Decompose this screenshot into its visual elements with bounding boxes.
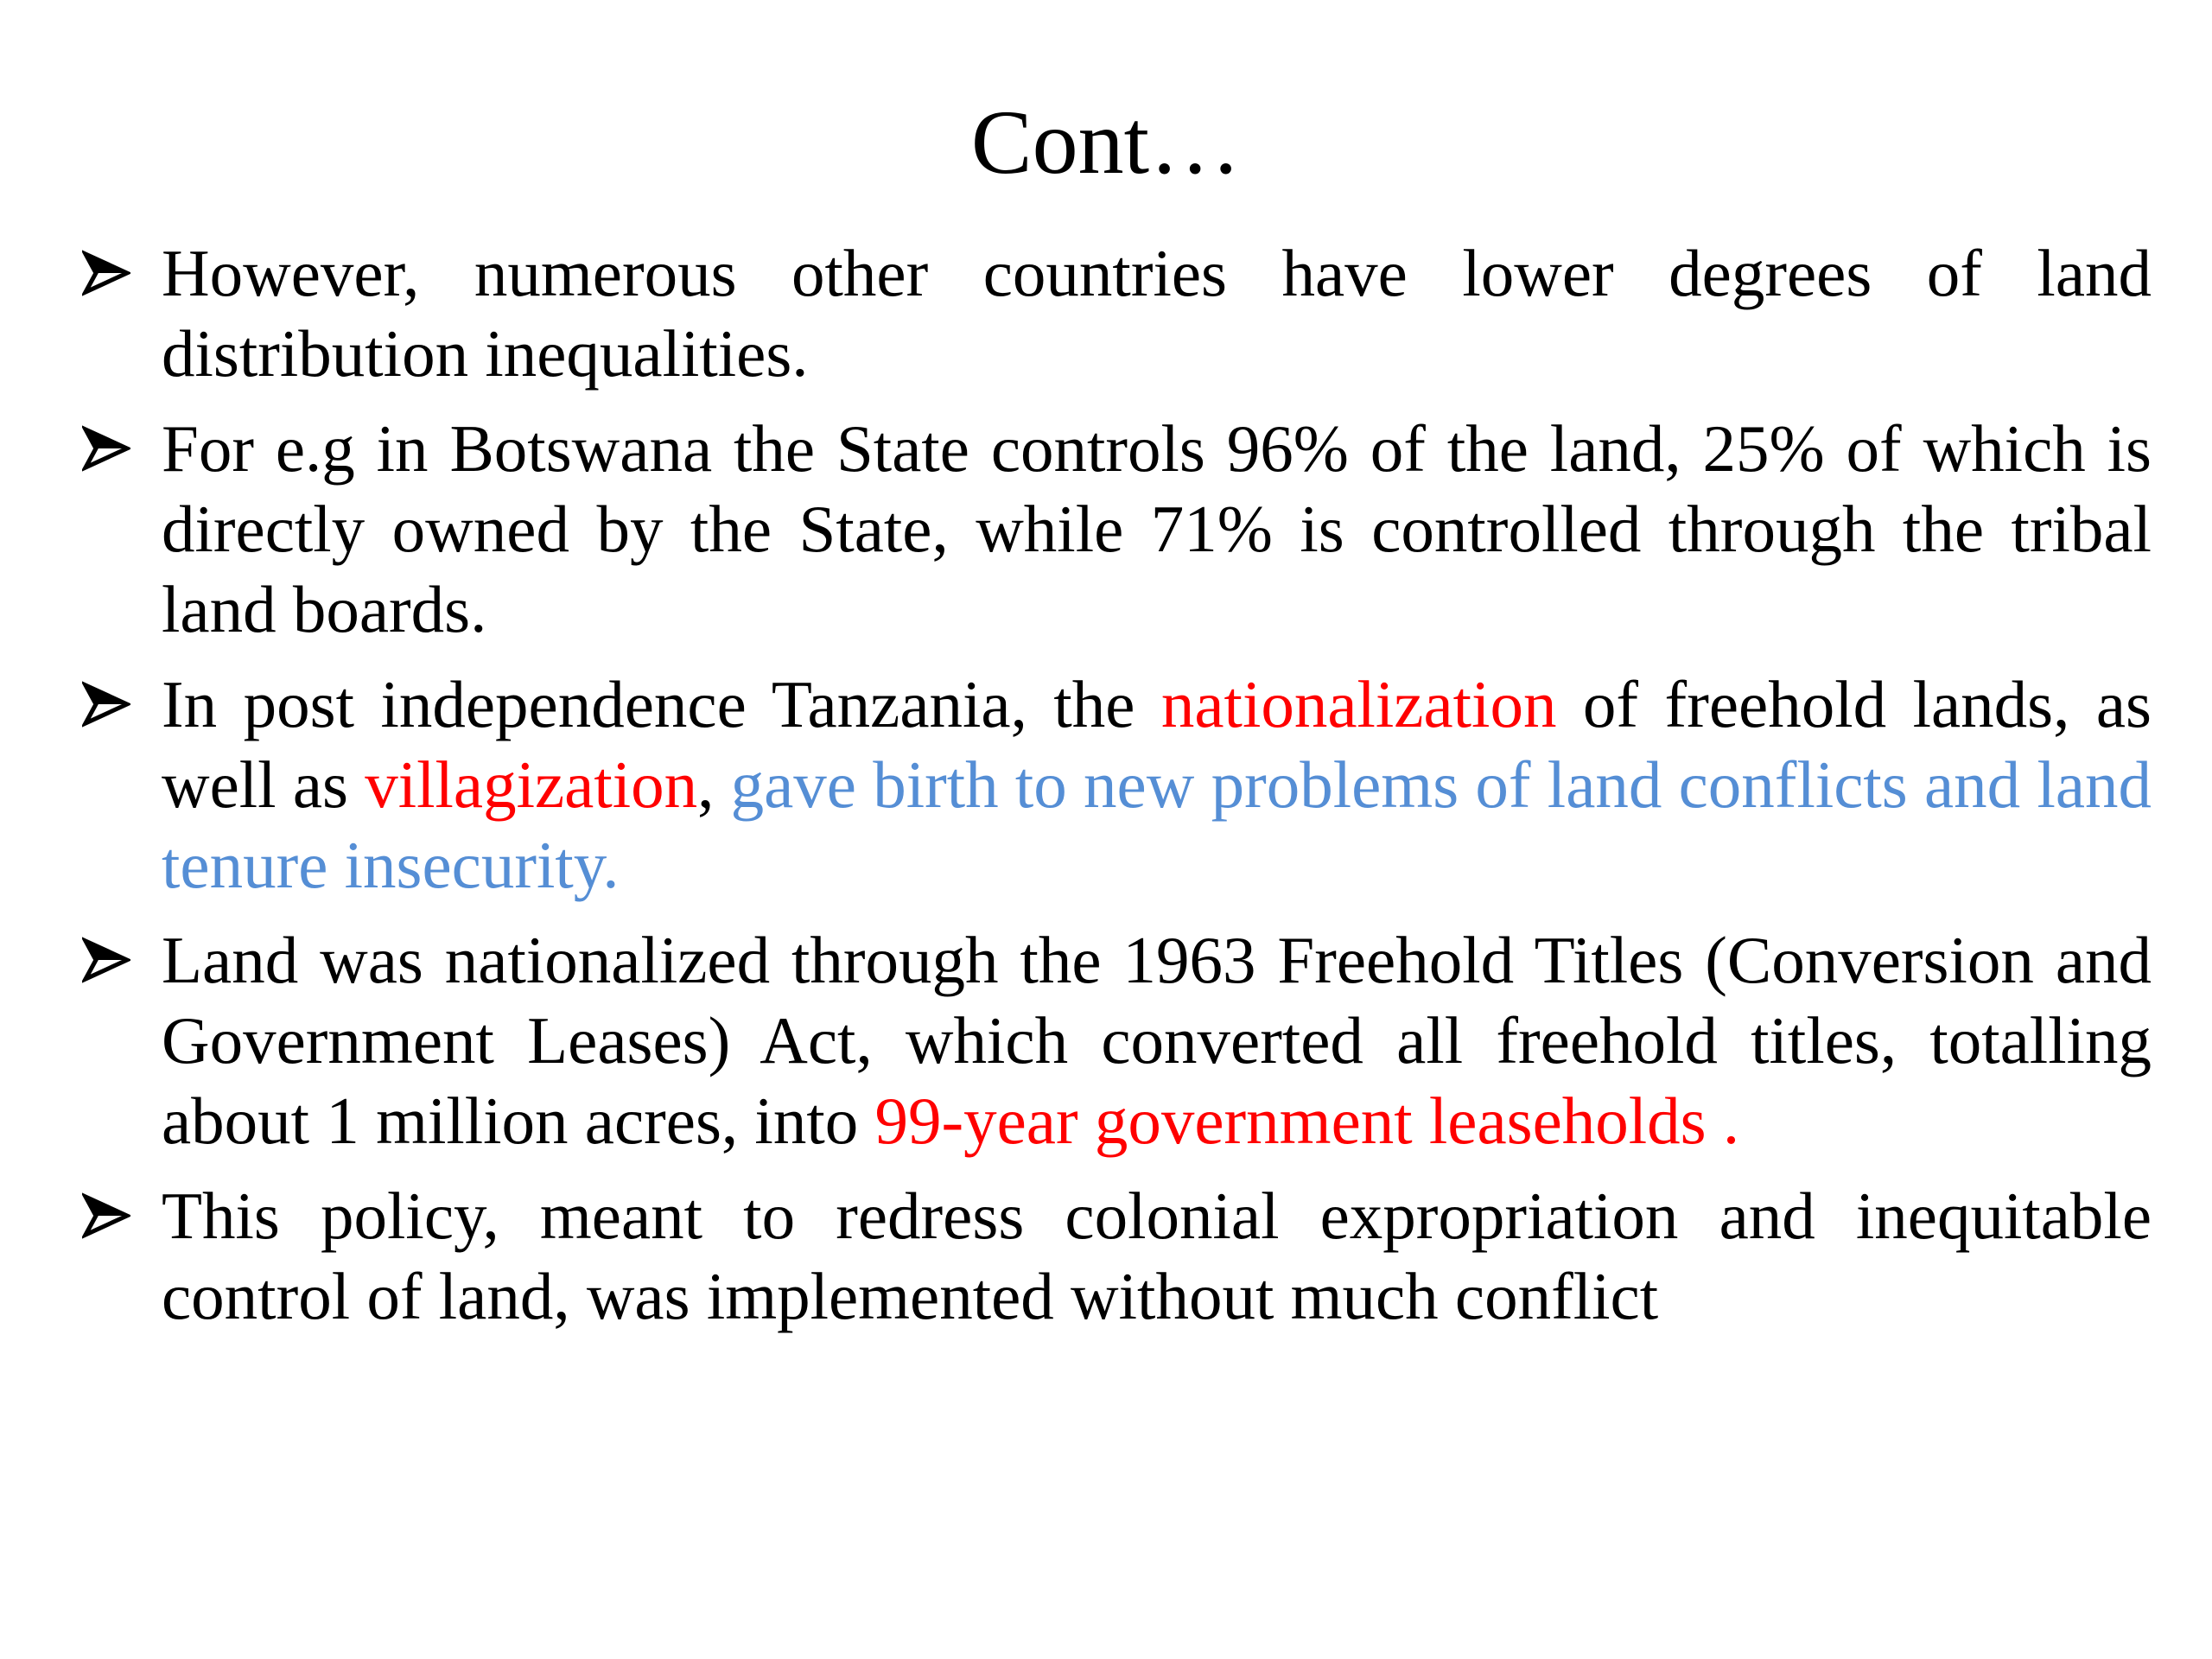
bullet-item-5 [82,1176,2152,1337]
bullet-text: For e.g in Botswana the State controls 96% of the land, 25% of which is directly owned by the State, while 71% is controlled through the tribal land boards. [162,411,2152,646]
bullet-text: However, numerous other countries have lower degrees of land distribution inequalities. [162,236,2152,391]
slide-title: Cont… [970,92,1242,193]
bullet-text: , [697,747,731,822]
arrowhead-bullet-icon [82,680,130,728]
bullet-text: of freehold lands, as well as [162,667,2152,822]
arrowhead-bullet-icon [82,249,130,297]
bullet-text: In post independence Tanzania, the [162,667,1161,741]
arrowhead-bullet-icon [82,936,130,984]
arrowhead-bullet-icon [82,424,130,473]
bullet-text: Land was nationalized through the 1963 Freehold Titles (Conversion and Government Leases) Act, which converted all freehold titles, totalling about 1 million acres, into [162,923,2152,1158]
bullet-text: This policy, meant to redress colonial expropriation and inequitable control of land, was implemented without much conflict [162,1179,2152,1333]
highlight-leaseholds: 99-year government leaseholds . [874,1084,1740,1158]
highlight-nationalization: nationalization [1160,667,1557,741]
bullet-item-2 [82,409,2152,650]
highlight-villagization: villagization [365,747,698,822]
bullet-item-3 [82,664,2152,906]
bullet-list [82,233,2152,1351]
bullet-item-4 [82,920,2152,1161]
highlight-land-conflicts: gave birth to new problems of land conflicts and land tenure insecurity. [162,747,2152,902]
arrowhead-bullet-icon [82,1192,130,1240]
bullet-item-1 [82,233,2152,394]
